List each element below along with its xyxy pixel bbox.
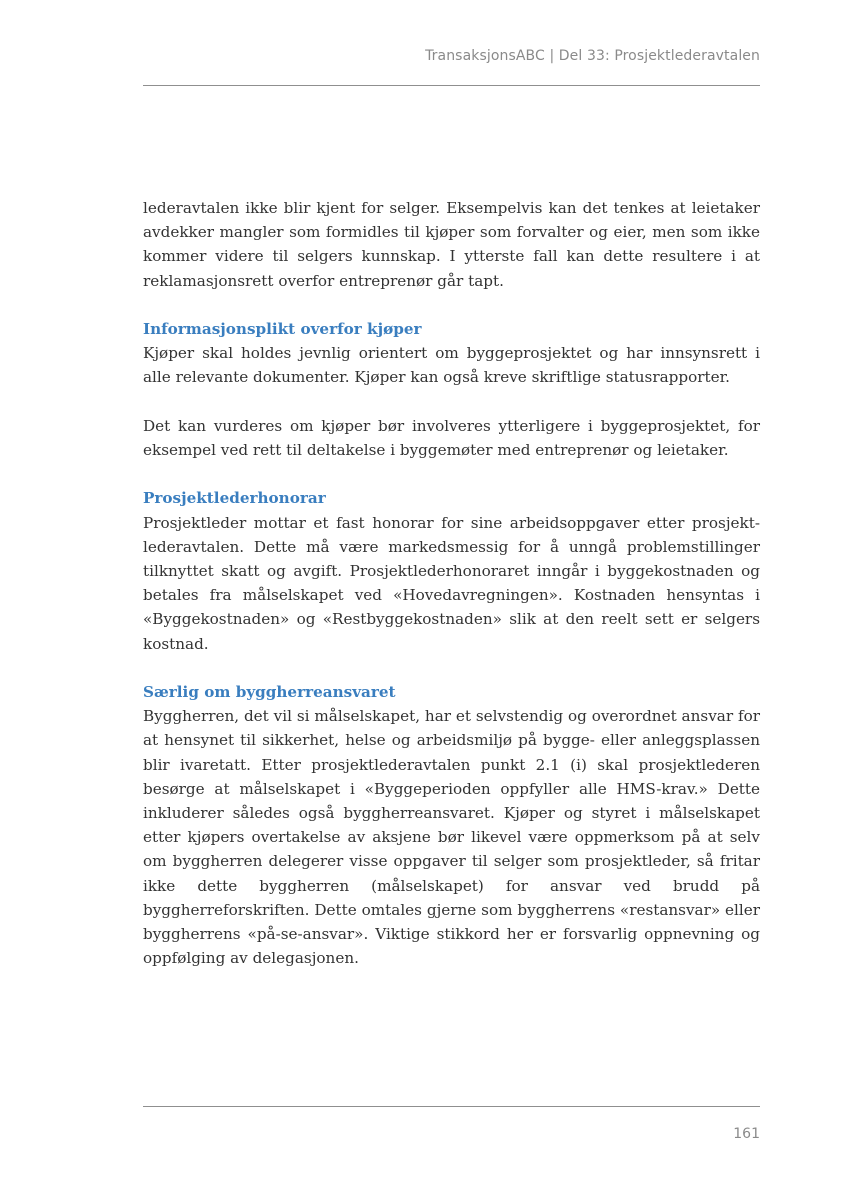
section-heading-informasjonsplikt: Informasjonsplikt overfor kjøper: [143, 320, 422, 338]
paragraph-byggherreansvaret: Byggherren, det vil si målselskapet, har et selvstendig og overordnet ansvar for at hensynet til sikkerhet, helse og arbeidsmiljø på bygge- eller anleggsplassen blir ivaretatt. Etter prosjektlederavtalen punkt 2.1 (i) skal prosjektlederen besørge at målselskapet i «Byggeperioden oppfyller alle HMS-krav.» Dette inkluderer således også byggherreansvaret. Kjøper og styret i målselskapet etter kjøpers overtakelse av aksjene bør likevel være oppmerksom på at selv om byggherren delegerer visse oppgaver til selger som prosjektleder, så fritar ikke dette byggherren (målselskapet) for ansvar ved brudd på byggherreforskriften. Dette omtales gjerne som byggherrens «restansvar» eller byggherrens «på-se-ansvar». Viktige stikkord her er forsvarlig oppnevning og oppfølging av delegasjonen.: [143, 707, 760, 968]
paragraph-informasjonsplikt-2: Det kan vurderes om kjøper bør involveres ytterligere i byggeprosjektet, for eksempel ved rett til deltakelse i byggemøter med entreprenør og leietaker.: [143, 416, 760, 459]
paragraph-prosjektlederhonorar: Prosjektleder mottar et fast honorar for sine arbeidsoppgaver etter prosjektlederavtalen. Dette må være markedsmessig for å unngå problemstillinger tilknyttet skatt og avgift. Prosjektlederhonoraret inngår i byggekostnaden og betales fra målselskapet ved «Hovedavregningen». Kostnaden hensyntas i «Byggekostnaden» og «Restbyggekostnaden» slik at den reelt sett er selgers kostnad.: [143, 513, 760, 653]
footer-rule: [143, 1106, 760, 1107]
intro-paragraph: lederavtalen ikke blir kjent for selger. Eksempelvis kan det tenkes at leietaker avdekker mangler som formidles til kjøper som forvalter og eier, men som ikke kommer videre til selgers kunnskap. I ytterste fall kan dette resultere i at reklamasjonsrett overfor entreprenør går tapt.: [143, 199, 760, 290]
paragraph-informasjonsplikt-1: Kjøper skal holdes jevnlig orientert om byggeprosjektet og har innsynsrett i alle relevante dokumenter. Kjøper kan også kreve skriftlige statusrapporter.: [143, 344, 760, 387]
body-text: [143, 196, 760, 995]
running-header: TransaksjonsABC | Del 33: Prosjektlederavtalen: [425, 48, 760, 64]
page-number: 161: [733, 1126, 760, 1142]
section-heading-prosjektlederhonorar: Prosjektlederhonorar: [143, 489, 326, 508]
header-rule: [143, 85, 760, 86]
section-heading-byggherreansvaret: Særlig om byggherreansvaret: [143, 683, 396, 701]
